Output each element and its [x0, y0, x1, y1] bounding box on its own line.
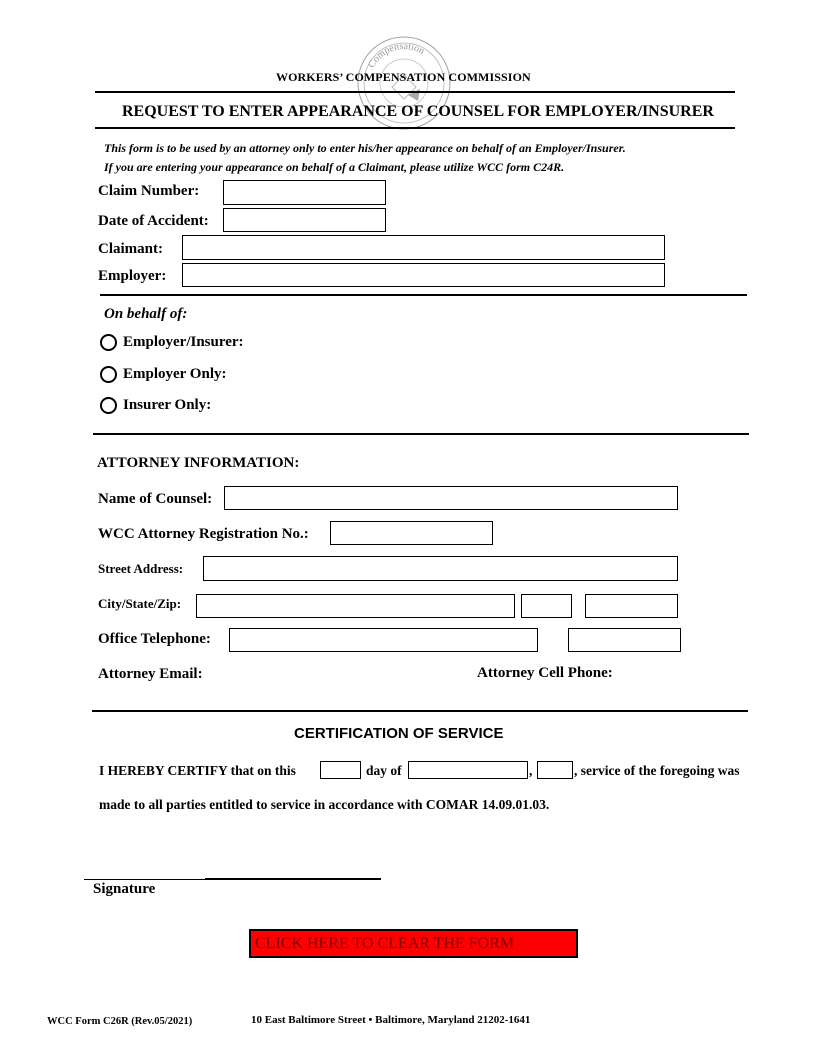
claimant-label: Claimant: — [98, 241, 163, 257]
name-of-counsel-label: Name of Counsel: — [98, 491, 213, 507]
certify-text-part3: , service of the foregoing was — [574, 763, 740, 778]
header-top-rule — [95, 91, 735, 93]
option-employer-only-label: Employer Only: — [123, 366, 227, 382]
option-employer-insurer-label: Employer/Insurer: — [123, 334, 244, 350]
registration-number-label: WCC Attorney Registration No.: — [98, 526, 309, 542]
claim-number-label: Claim Number: — [98, 183, 200, 199]
city-state-zip-label: City/State/Zip: — [98, 596, 182, 611]
radio-insurer-only[interactable] — [100, 397, 117, 414]
date-of-accident-field[interactable] — [223, 208, 386, 232]
name-of-counsel-field[interactable] — [224, 486, 678, 510]
radio-employer-only[interactable] — [100, 366, 117, 383]
office-telephone-label: Office Telephone: — [98, 631, 211, 647]
date-of-accident-label: Date of Accident: — [98, 213, 209, 229]
attorney-cell-phone-label: Attorney Cell Phone: — [477, 665, 613, 681]
employer-field[interactable] — [182, 263, 665, 287]
employer-label: Employer: — [98, 268, 167, 284]
form-title: REQUEST TO ENTER APPEARANCE OF COUNSEL FOR EMPLOYER/INSURER — [122, 103, 714, 120]
header-bottom-rule — [95, 127, 735, 129]
certify-text-part2: day of — [366, 763, 402, 778]
seal-text: Compensation — [366, 40, 427, 70]
certify-line-2: made to all parties entitled to service in accordance with COMAR 14.09.01.03. — [99, 797, 550, 812]
behalf-section-rule — [93, 433, 749, 435]
certify-day-field[interactable] — [320, 761, 361, 779]
street-address-field[interactable] — [203, 556, 678, 581]
behalf-title: On behalf of: — [104, 306, 188, 322]
commission-name: WORKERS’ COMPENSATION COMMISSION — [276, 70, 531, 84]
claim-section-rule — [100, 294, 747, 296]
footer-form-id: WCC Form C26R (Rev.05/2021) — [47, 1016, 193, 1027]
option-insurer-only-label: Insurer Only: — [123, 397, 212, 413]
attorney-section-rule — [92, 710, 748, 712]
certify-comma: , — [529, 763, 533, 778]
attorney-section-title: ATTORNEY INFORMATION: — [97, 455, 300, 471]
city-field[interactable] — [196, 594, 515, 618]
claim-number-field[interactable] — [223, 180, 386, 205]
svg-text:Compensation — [366, 41, 426, 70]
attorney-email-label: Attorney Email: — [98, 666, 203, 682]
registration-number-field[interactable] — [330, 521, 493, 545]
certify-text-part1: I HEREBY CERTIFY that on this — [99, 763, 296, 778]
street-address-label: Street Address: — [98, 561, 184, 576]
instructions-line-2: If you are entering your appearance on behalf of a Claimant, please utilize WCC form C24R. — [104, 160, 565, 174]
signature-field[interactable] — [84, 850, 381, 879]
certify-year-field[interactable] — [537, 761, 573, 779]
footer-address: 10 East Baltimore Street • Baltimore, Maryland 21202-1641 — [251, 1014, 531, 1026]
claimant-field[interactable] — [182, 235, 665, 260]
certify-month-field[interactable] — [408, 761, 528, 779]
signature-label: Signature — [93, 881, 156, 897]
office-telephone-field[interactable] — [229, 628, 538, 652]
office-telephone-ext-field[interactable] — [568, 628, 681, 652]
clear-form-button[interactable]: CLICK HERE TO CLEAR THE FORM — [249, 929, 578, 958]
zip-field[interactable] — [585, 594, 678, 618]
certification-title: CERTIFICATION OF SERVICE — [294, 725, 504, 742]
state-field[interactable] — [521, 594, 572, 618]
radio-employer-insurer[interactable] — [100, 334, 117, 351]
instructions-line-1: This form is to be used by an attorney only to enter his/her appearance on behalf of an Employer/Insurer. — [104, 141, 626, 155]
